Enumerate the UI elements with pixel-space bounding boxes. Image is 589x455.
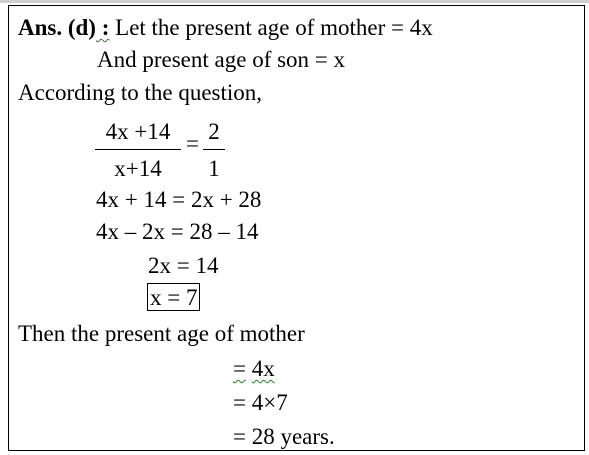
- then-text: Then the present age of mother: [18, 321, 305, 346]
- fraction-left-numerator: 4x +14: [105, 119, 171, 144]
- result-line-3: = 28 years.: [233, 424, 335, 449]
- fraction-right: [203, 120, 225, 180]
- line1-text: Let the present age of mother = 4x: [115, 15, 433, 40]
- fraction-right-numerator: 2: [208, 119, 220, 144]
- fraction-left: [95, 120, 181, 180]
- equation-1: 4x + 14 = 2x + 28: [96, 187, 262, 212]
- fraction-equals: =: [186, 131, 199, 156]
- boxed-result: x = 7: [147, 283, 200, 311]
- answer-header-line: [18, 16, 433, 39]
- line3-text: According to the question,: [18, 80, 263, 105]
- equation-2: 4x – 2x = 28 – 14: [96, 219, 259, 244]
- fraction-left-denominator: x+14: [114, 156, 162, 181]
- fraction-right-bar: [203, 149, 225, 150]
- result-line-1-value: 4x: [251, 356, 275, 381]
- result-line-1: [233, 357, 275, 380]
- result-line-1-equals: =: [233, 356, 246, 381]
- fraction-right-denominator: 1: [208, 156, 220, 181]
- result-line-2: = 4×7: [233, 390, 288, 415]
- answer-label-colon: :: [95, 15, 110, 40]
- fraction-left-bar: [95, 149, 181, 150]
- answer-label: [18, 15, 109, 40]
- top-border-strip: [0, 0, 589, 3]
- equation-3: 2x = 14: [148, 253, 219, 278]
- line2-text: And present age of son = x: [97, 47, 346, 72]
- answer-label-main: Ans. (d): [18, 15, 96, 40]
- answer-frame: [8, 5, 585, 451]
